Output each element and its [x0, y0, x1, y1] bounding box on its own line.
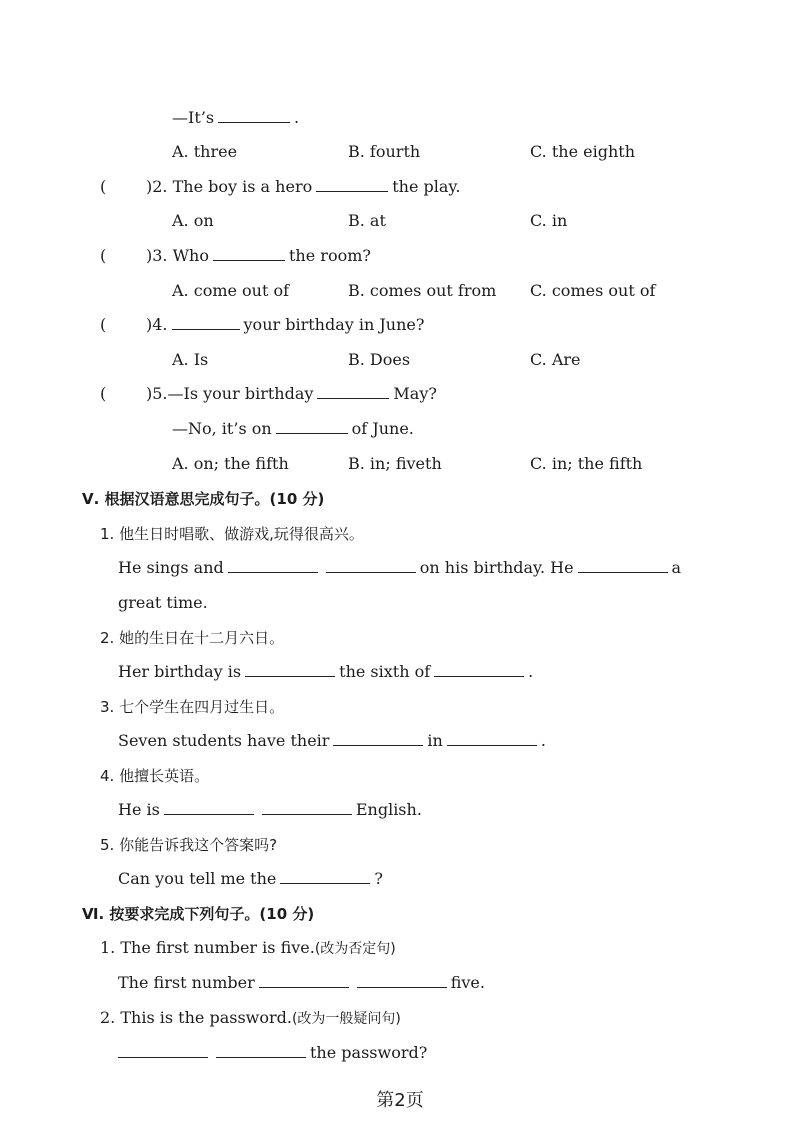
blank[interactable]	[357, 973, 447, 988]
q4-stem: )4. your birthday in June?	[146, 315, 425, 334]
s5-item-2-english: Her birthday is the sixth of .	[118, 662, 534, 681]
blank[interactable]	[164, 800, 254, 815]
blank[interactable]	[326, 558, 416, 573]
section-6-heading: Ⅵ. 按要求完成下列句子。(10 分)	[82, 905, 315, 923]
q3-option-c: C. comes out of	[530, 281, 656, 300]
s5-item-3-english: Seven students have their in .	[118, 731, 546, 750]
q4-option-a: A. Is	[172, 350, 209, 369]
s5-item-4-english: He is English.	[118, 800, 422, 819]
q5-stem: )5.—Is your birthday May?	[146, 384, 437, 403]
q1-option-b: B. fourth	[348, 142, 421, 161]
answer-paren[interactable]: (	[100, 315, 107, 334]
blank[interactable]	[317, 384, 389, 399]
s5-item-2-chinese: 2. 她的生日在十二月六日。	[100, 629, 285, 647]
q3-option-a: A. come out of	[172, 281, 290, 300]
q4-option-c: C. Are	[530, 350, 581, 369]
blank[interactable]	[228, 558, 318, 573]
s6-item-1-answer: The first number five.	[118, 973, 485, 992]
answer-paren[interactable]: (	[100, 246, 107, 265]
blank[interactable]	[259, 973, 349, 988]
blank[interactable]	[333, 731, 423, 746]
q1-answer-line: —It’s .	[172, 108, 300, 127]
s5-item-4-chinese: 4. 他擅长英语。	[100, 767, 210, 785]
answer-paren[interactable]: (	[100, 384, 107, 403]
q4-option-b: B. Does	[348, 350, 411, 369]
page-number: 第2页	[376, 1090, 424, 1111]
q5-option-b: B. in; fiveth	[348, 454, 442, 473]
blank[interactable]	[118, 1043, 208, 1058]
section-5-heading: Ⅴ. 根据汉语意思完成句子。(10 分)	[82, 490, 325, 508]
blank[interactable]	[276, 419, 348, 434]
blank[interactable]	[262, 800, 352, 815]
q5-option-a: A. on; the fifth	[172, 454, 289, 473]
blank[interactable]	[172, 315, 240, 330]
s5-item-5-chinese: 5. 你能告诉我这个答案吗?	[100, 836, 278, 854]
blank[interactable]	[447, 731, 537, 746]
blank[interactable]	[280, 869, 370, 884]
blank[interactable]	[578, 558, 668, 573]
blank[interactable]	[434, 662, 524, 677]
s6-item-1-question: 1. The first number is five.(改为否定句)	[100, 938, 396, 957]
s5-item-1-english: He sings and on his birthday. He a	[118, 558, 682, 577]
s6-item-2-answer: the password?	[114, 1043, 427, 1063]
s5-item-1-english-cont: great time.	[118, 593, 208, 612]
blank[interactable]	[316, 177, 388, 192]
q5-stem-line2: —No, it’s on of June.	[172, 419, 414, 438]
blank[interactable]	[213, 246, 285, 261]
blank[interactable]	[245, 662, 335, 677]
s5-item-1-chinese: 1. 他生日时唱歌、做游戏,玩得很高兴。	[100, 525, 364, 543]
answer-paren[interactable]: (	[100, 177, 107, 196]
q2-option-a: A. on	[172, 211, 214, 230]
q2-option-c: C. in	[530, 211, 568, 230]
s6-item-2-question: 2. This is the password.(改为一般疑问句)	[100, 1008, 401, 1027]
q1-option-a: A. three	[172, 142, 238, 161]
s5-item-3-chinese: 3. 七个学生在四月过生日。	[100, 698, 285, 716]
q5-option-c: C. in; the fifth	[530, 454, 643, 473]
q2-stem: )2. The boy is a hero the play.	[146, 177, 461, 196]
q1-option-c: C. the eighth	[530, 142, 635, 161]
blank[interactable]	[218, 108, 290, 123]
q2-option-b: B. at	[348, 211, 386, 230]
q3-stem: )3. Who the room?	[146, 246, 371, 265]
s5-item-5-english: Can you tell me the ?	[118, 869, 383, 888]
q3-option-b: B. comes out from	[348, 281, 497, 300]
blank[interactable]	[216, 1043, 306, 1058]
